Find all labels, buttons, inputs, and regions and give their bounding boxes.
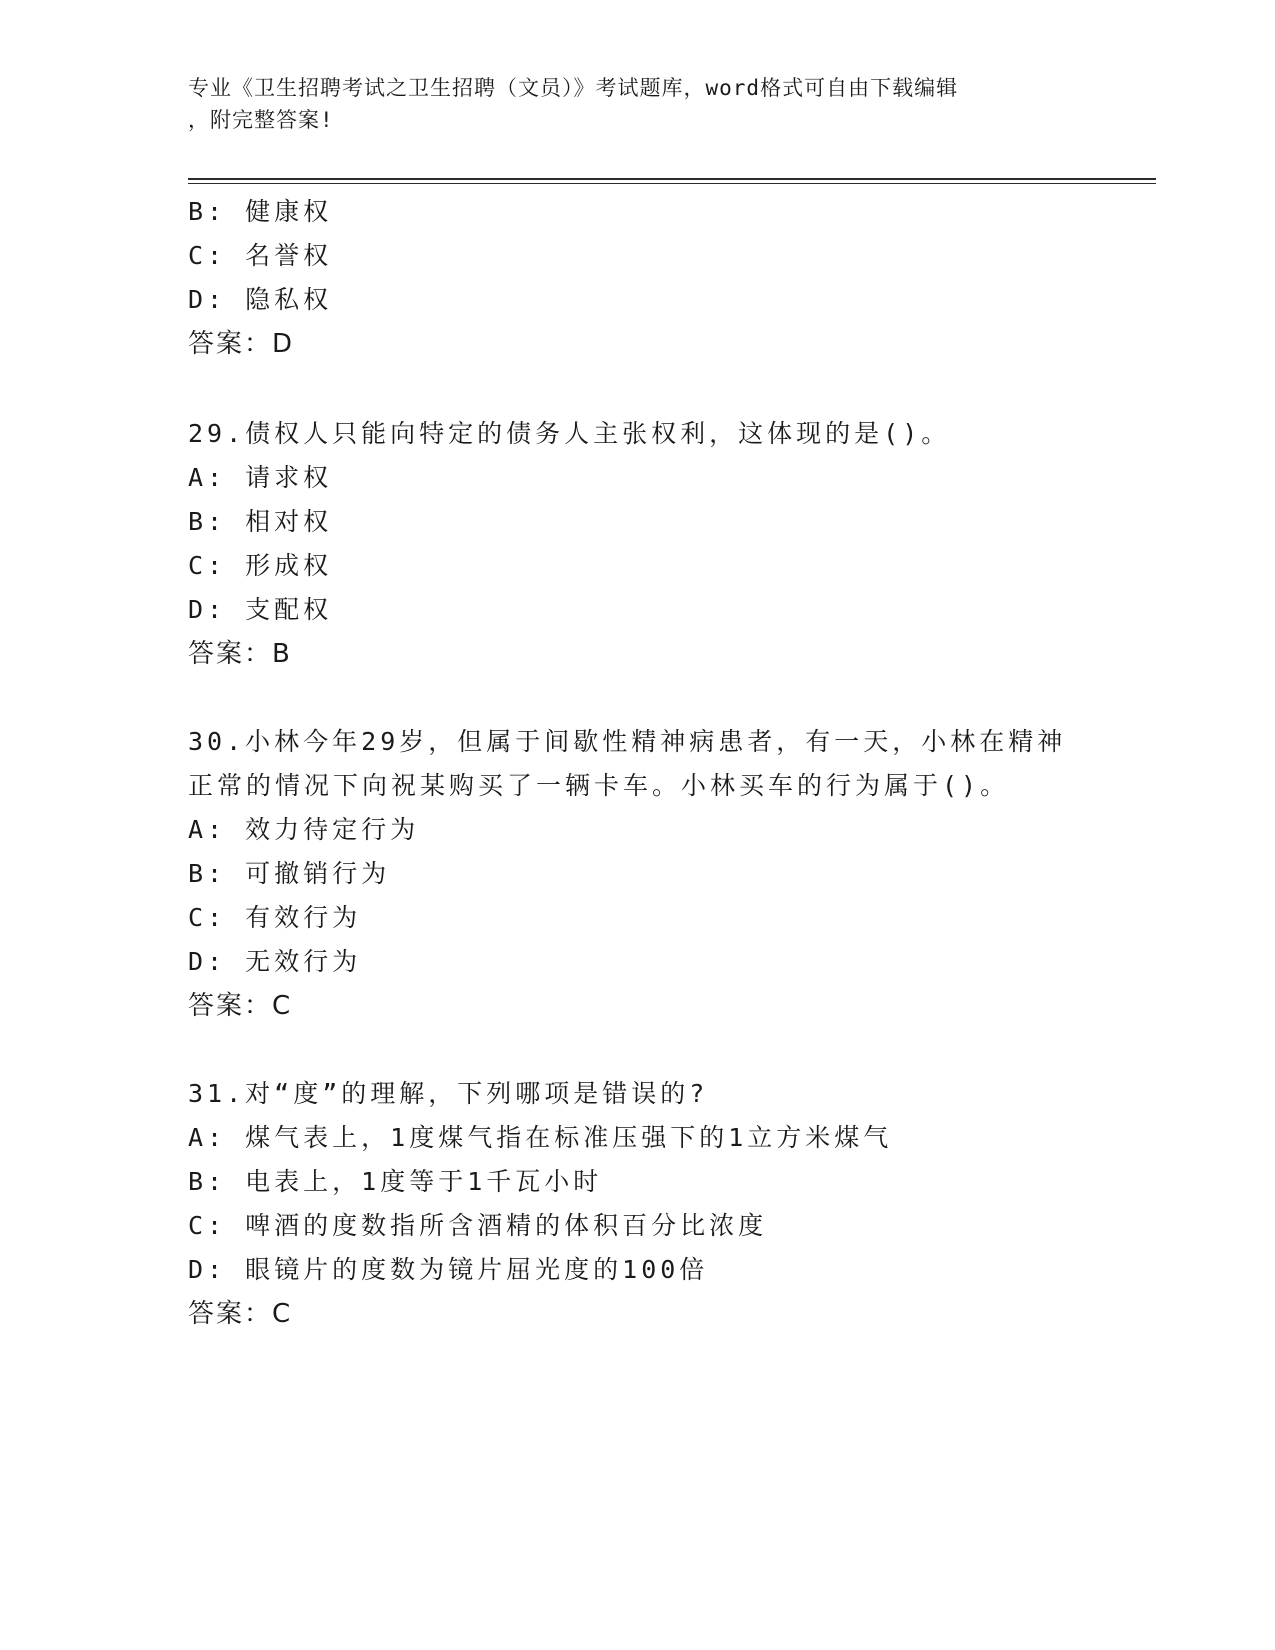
q29-option-c: C: 形成权 [188,551,333,580]
header-title-line-2: ，附完整答案! [188,108,334,132]
q28-answer: 答案：D [188,329,295,359]
q31-option-c: C: 啤酒的度数指所含酒精的体积百分比浓度 [188,1211,768,1240]
q29-option-d: D: 支配权 [188,595,333,624]
q30-option-d: D: 无效行为 [188,947,362,976]
q28-option-b: B: 健康权 [188,197,333,226]
header-divider-top [188,178,1156,180]
q28-option-c: C: 名誉权 [188,241,333,270]
q29-option-b: B: 相对权 [188,507,333,536]
q28-option-d: D: 隐私权 [188,285,333,314]
q30-option-c: C: 有效行为 [188,903,362,932]
q29-stem: 29.债权人只能向特定的债务人主张权利，这体现的是()。 [188,419,951,448]
q31-option-a: A: 煤气表上，1度煤气指在标准压强下的1立方米煤气 [188,1123,893,1152]
q31-option-b: B: 电表上，1度等于1千瓦小时 [188,1167,603,1196]
q30-stem-line-1: 30.小林今年29岁，但属于间歇性精神病患者，有一天，小林在精神 [188,727,1067,756]
document-header [188,72,1088,136]
q29-answer: 答案：B [188,639,292,669]
q31-stem: 31.对“度”的理解，下列哪项是错误的? [188,1079,709,1108]
q30-answer: 答案：C [188,991,293,1021]
header-title-line-1: 专业《卫生招聘考试之卫生招聘（文员）》考试题库，word格式可自由下载编辑 [188,76,959,100]
q30-option-a: A: 效力待定行为 [188,815,420,844]
q31-option-d: D: 眼镜片的度数为镜片屈光度的100倍 [188,1255,709,1284]
header-divider-bottom [188,183,1156,184]
q29-option-a: A: 请求权 [188,463,333,492]
q30-stem-line-2: 正常的情况下向祝某购买了一辆卡车。小林买车的行为属于()。 [188,771,1010,800]
q31-answer: 答案：C [188,1299,293,1329]
q30-option-b: B: 可撤销行为 [188,859,391,888]
